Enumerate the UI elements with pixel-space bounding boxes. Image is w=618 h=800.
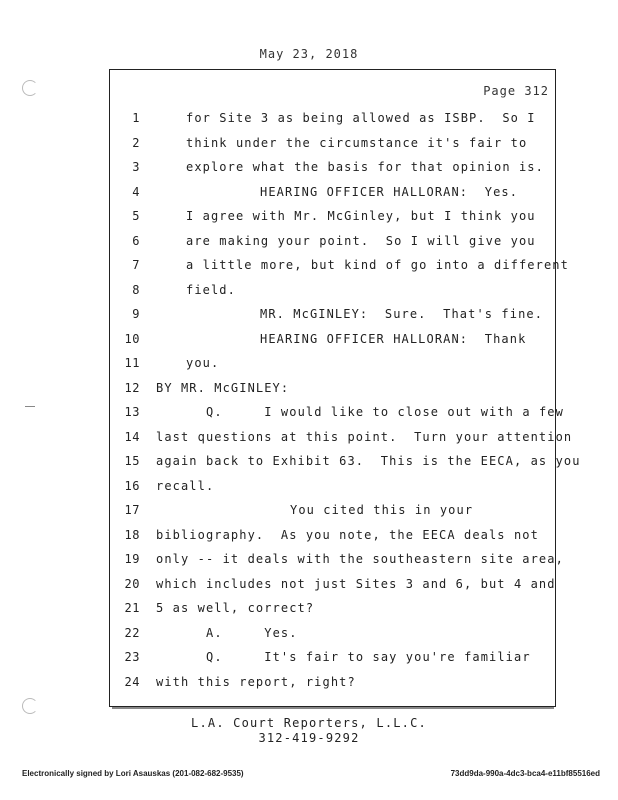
line-text: field. (186, 282, 236, 297)
line-text: are making your point. So I will give you (186, 233, 536, 248)
line-number: 11 (124, 356, 140, 370)
line-text: HEARING OFFICER HALLORAN: Thank (260, 331, 527, 346)
line-number: 18 (124, 527, 140, 542)
transcript-line (110, 352, 555, 374)
line-text: explore what the basis for that opinion is. (186, 160, 544, 174)
electronic-signature: Electronically signed by Lori Asauskas (201-082-682-9535) (22, 769, 244, 778)
line-text: 5 as well, correct? (156, 601, 315, 615)
transcript-line (110, 132, 555, 154)
transcript-line (110, 475, 555, 497)
line-text: for Site 3 as being allowed as ISBP. So I (186, 111, 536, 125)
line-text: Q. It's fair to say you're familiar (206, 650, 531, 664)
transcript-line (110, 377, 555, 399)
line-number: 7 (132, 258, 140, 272)
line-text: a little more, but kind of go into a different (186, 258, 569, 272)
document-id: 73dd9da-990a-4dc3-bca4-e11bf85516ed (450, 769, 600, 778)
line-text: bibliography. As you note, the EECA deals not (156, 527, 539, 542)
line-number: 13 (124, 405, 140, 419)
line-text: You cited this in your (290, 503, 474, 517)
line-number: 10 (124, 331, 140, 346)
transcript-line (110, 573, 555, 595)
transcript-line (110, 426, 573, 448)
line-text: I agree with Mr. McGinley, but I think you (186, 209, 536, 223)
transcript-line (110, 254, 569, 276)
line-number: 17 (124, 503, 140, 517)
line-number: 22 (124, 625, 140, 640)
transcript-line (110, 499, 555, 521)
line-text: MR. McGINLEY: Sure. That's fine. (260, 307, 544, 321)
line-number: 19 (124, 552, 140, 566)
footer-phone: 312-419-9292 (258, 731, 360, 745)
page-number: Page 312 (483, 84, 549, 98)
transcript-line (110, 524, 555, 546)
transcript-line (110, 279, 555, 301)
line-text: recall. (156, 478, 215, 493)
line-number: 9 (132, 307, 140, 321)
line-number: 14 (124, 429, 140, 444)
binder-hole-bottom (22, 698, 38, 714)
line-number: 16 (124, 478, 140, 493)
line-number: 21 (124, 601, 140, 615)
line-text: again back to Exhibit 63. This is the EECA, as you (156, 454, 581, 468)
line-text: with this report, right? (156, 674, 356, 689)
margin-mark (25, 406, 35, 407)
transcript-line (110, 205, 555, 227)
transcript-line (110, 303, 555, 325)
line-text: HEARING OFFICER HALLORAN: Yes. (260, 184, 519, 199)
transcript-line (110, 671, 555, 693)
line-text: A. Yes. (206, 625, 298, 640)
line-text: BY MR. McGINLEY: (156, 380, 290, 395)
line-text: you. (186, 356, 220, 370)
line-number: 15 (124, 454, 140, 468)
line-number: 23 (124, 650, 140, 664)
transcript-line (110, 401, 564, 423)
binder-hole-top (22, 80, 38, 96)
transcript-line (110, 181, 555, 203)
footer-company: L.A. Court Reporters, L.L.C. (191, 716, 427, 730)
line-text: which includes not just Sites 3 and 6, but 4 and (156, 576, 556, 591)
line-number: 6 (132, 233, 140, 248)
transcript-line (110, 107, 555, 129)
transcript-frame (109, 69, 581, 707)
line-text: last questions at this point. Turn your attention (156, 429, 573, 444)
header-date: May 23, 2018 (259, 47, 359, 61)
line-number: 12 (124, 380, 140, 395)
line-number: 1 (132, 111, 140, 125)
line-text: only -- it deals with the southeastern site area, (156, 552, 564, 566)
transcript-line (110, 450, 581, 472)
line-number: 2 (132, 135, 140, 150)
transcript-line (110, 597, 555, 619)
transcript-line (110, 622, 555, 644)
line-number: 3 (132, 160, 140, 174)
transcript-line (110, 156, 555, 178)
line-number: 4 (132, 184, 140, 199)
line-number: 5 (132, 209, 140, 223)
line-text: think under the circumstance it's fair to (186, 135, 528, 150)
frame-shadow (112, 707, 554, 709)
line-number: 24 (124, 674, 140, 689)
line-number: 20 (124, 576, 140, 591)
transcript-line (110, 646, 555, 668)
transcript-line (110, 548, 564, 570)
transcript-line (110, 230, 555, 252)
transcript-line (110, 328, 555, 350)
line-number: 8 (132, 282, 140, 297)
line-text: Q. I would like to close out with a few (206, 405, 564, 419)
